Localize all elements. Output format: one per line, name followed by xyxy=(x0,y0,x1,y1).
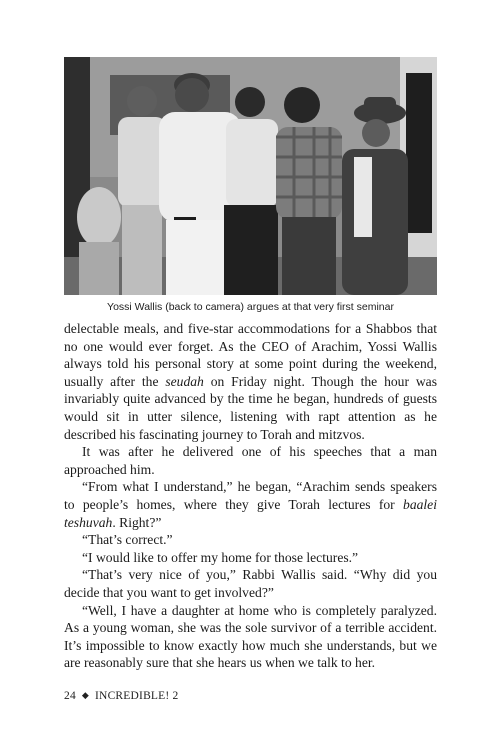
photo xyxy=(64,57,437,295)
paragraph xyxy=(64,478,437,531)
text-run: “Well, I have a daughter at home who is completely paralyzed. As a young woman, she was the sole survivor of a terrible accident. It’s impossible to know exactly how much she understands, but we are reasonably sure that she hears us when we talk to her. xyxy=(64,602,437,671)
book-title: INCREDIBLE! 2 xyxy=(95,690,179,702)
text-run: “That’s very nice of you,” Rabbi Wallis said. “Why did you decide that you want to get involved?” xyxy=(64,567,437,600)
page-number: 24 xyxy=(64,690,76,702)
paragraph xyxy=(64,443,437,478)
paragraph xyxy=(64,549,437,567)
text-run: “I would like to offer my home for those lectures.” xyxy=(82,549,359,565)
text-run: It was after he delivered one of his speeches that a man approached him. xyxy=(64,444,437,477)
paragraph xyxy=(64,566,437,601)
photo-illustration xyxy=(64,57,437,295)
text-run: delectable meals, and five-star accommodations for a Shabbos that no one would ever forget. As the CEO of Arachim, Yossi Wallis always told his personal story at some point during the weekend, usually after the xyxy=(64,321,437,389)
page-footer xyxy=(64,690,178,702)
text-run: “That’s correct.” xyxy=(82,532,173,548)
text-run: on Friday night. Though the hour was invariably quite advanced by the time he began, hundreds of guests would sit in utter silence, listening with rapt attention as he described his fascinating journey to Torah and mitzvos. xyxy=(64,373,437,442)
paragraph xyxy=(64,531,437,549)
body-text xyxy=(64,320,437,672)
photo-caption: Yossi Wallis (back to camera) argues at that very first seminar xyxy=(107,301,394,313)
diamond-icon: ◆ xyxy=(81,690,90,700)
paragraph xyxy=(64,602,437,672)
text-run: . Right?” xyxy=(112,514,162,530)
italic-text: baalei teshuvah xyxy=(64,496,437,530)
italic-text: seudah xyxy=(165,373,204,389)
text-run: “From what I understand,” he began, “Arachim sends speakers to people’s homes, where they give Torah lectures for xyxy=(64,479,437,512)
paragraph xyxy=(64,320,437,443)
